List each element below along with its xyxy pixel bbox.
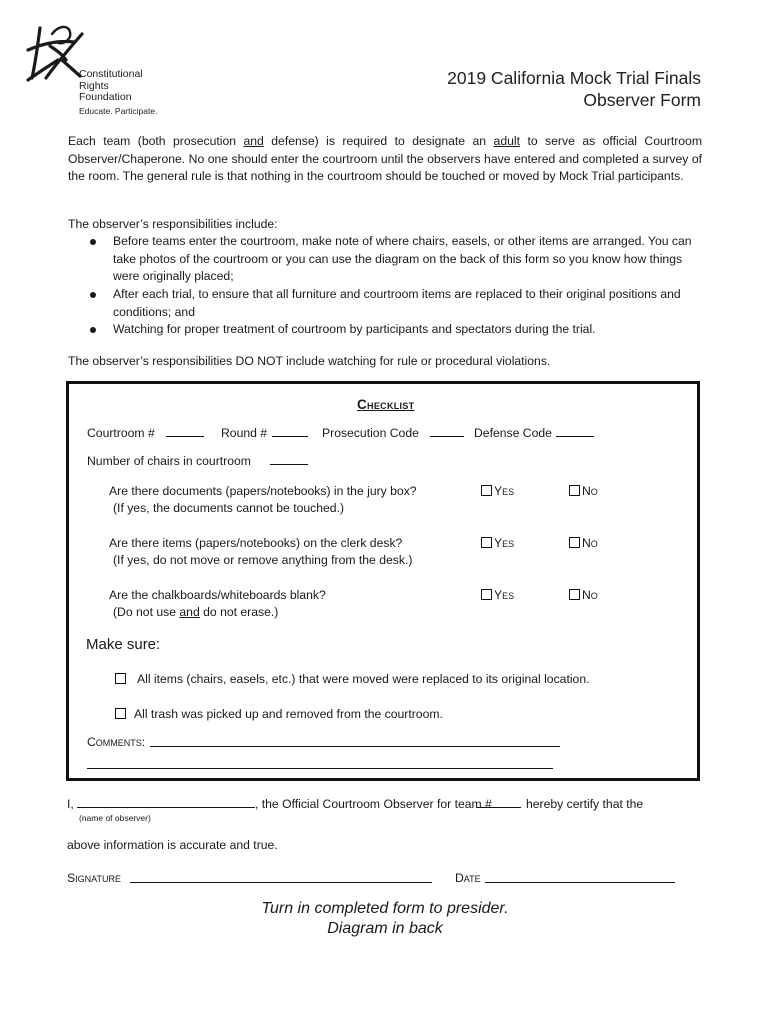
q3-yes-checkbox[interactable] — [481, 589, 492, 600]
make-sure-item-2: All trash was picked up and removed from the courtroom. — [134, 707, 443, 721]
q3-no-label: No — [582, 588, 598, 602]
question-2-note: (If yes, do not move or remove anything from the desk.) — [113, 553, 413, 567]
certify-i: I, — [67, 797, 74, 811]
name-caption: (name of observer) — [79, 813, 151, 823]
defense-code-field[interactable] — [556, 436, 594, 437]
responsibility-item: Watching for proper treatment of courtroom by participants and spectators during the trial. — [113, 322, 596, 336]
q3-no-checkbox[interactable] — [569, 589, 580, 600]
form-subtitle: Observer Form — [583, 90, 701, 110]
observer-name-field[interactable] — [77, 807, 255, 808]
certify-line-2: above information is accurate and true. — [67, 838, 278, 852]
footer-instruction: Turn in completed form to presider. — [261, 900, 509, 917]
prosecution-code-field[interactable] — [430, 436, 464, 437]
make-sure-item-1: All items (chairs, easels, etc.) that were moved were replaced to its original location. — [137, 672, 590, 686]
courtroom-field[interactable] — [166, 436, 204, 437]
form-title: 2019 California Mock Trial Finals — [447, 68, 701, 88]
defense-code-label: Defense Code — [474, 426, 552, 440]
date-field[interactable] — [485, 882, 675, 883]
question-3-note: (Do not use and do not erase.) — [113, 605, 279, 619]
q3-yes-label: Yes — [494, 588, 515, 602]
q1-no-checkbox[interactable] — [569, 485, 580, 496]
comments-label: Comments: — [87, 735, 146, 749]
checklist-heading: Checklist — [357, 397, 415, 412]
chairs-field[interactable] — [270, 464, 308, 465]
q2-no-label: No — [582, 536, 598, 550]
question-2: Are there items (papers/notebooks) on the clerk desk? — [109, 536, 403, 550]
logo-name: Constitutional Rights Foundation — [79, 68, 143, 103]
courtroom-label: Courtroom # — [87, 426, 155, 440]
not-included-note: The observer’s responsibilities DO NOT include watching for rule or procedural violations. — [68, 354, 551, 368]
date-label: Date — [455, 871, 481, 885]
responsibility-item: After each trial, to ensure that all furniture and courtroom items are replaced to their original positions and conditions; and — [113, 287, 681, 319]
q1-yes-label: Yes — [494, 484, 515, 498]
question-3: Are the chalkboards/whiteboards blank? — [109, 588, 326, 602]
responsibility-item: Before teams enter the courtroom, make note of where chairs, easels, or other items are arranged. You can take photos of the courtroom or you can use the diagram on the back of this form so you know how things were originally placed; — [113, 234, 692, 284]
round-field[interactable] — [272, 436, 308, 437]
comments-field-line-2[interactable] — [87, 768, 553, 769]
intro-paragraph: Each team (both prosecution and defense) is required to designate an adult to serve as official Courtroom Observer/Chaperone. No one should enter the courtroom until the observers have entered and completed a survey of the room. The general rule is that nothing in the courtroom should be touched or moved by Mock Trial participants. — [68, 134, 702, 184]
bullet-icon — [90, 327, 96, 333]
q1-no-label: No — [582, 484, 598, 498]
q2-yes-checkbox[interactable] — [481, 537, 492, 548]
team-number-field[interactable] — [477, 807, 521, 808]
make-sure-1-checkbox[interactable] — [115, 673, 126, 684]
question-1: Are there documents (papers/notebooks) in the jury box? — [109, 484, 417, 498]
certify-middle: , the Official Courtroom Observer for team # — [255, 797, 492, 811]
footer-diagram-note: Diagram in back — [327, 920, 443, 937]
responsibilities-heading: The observer’s responsibilities include: — [68, 217, 278, 231]
q1-yes-checkbox[interactable] — [481, 485, 492, 496]
q2-yes-label: Yes — [494, 536, 515, 550]
logo-tagline: Educate. Participate. — [79, 106, 158, 116]
q2-no-checkbox[interactable] — [569, 537, 580, 548]
round-label: Round # — [221, 426, 268, 440]
bullet-icon — [90, 292, 96, 298]
certify-end: hereby certify that the — [526, 797, 644, 811]
bullet-icon — [90, 239, 96, 245]
prosecution-code-label: Prosecution Code — [322, 426, 419, 440]
signature-label: Signature — [67, 871, 121, 885]
comments-field-line-1[interactable] — [150, 746, 560, 747]
chairs-label: Number of chairs in courtroom — [87, 454, 251, 468]
question-1-note: (If yes, the documents cannot be touched.) — [113, 501, 345, 515]
make-sure-heading: Make sure: — [86, 636, 161, 653]
make-sure-2-checkbox[interactable] — [115, 708, 126, 719]
signature-field[interactable] — [130, 882, 432, 883]
